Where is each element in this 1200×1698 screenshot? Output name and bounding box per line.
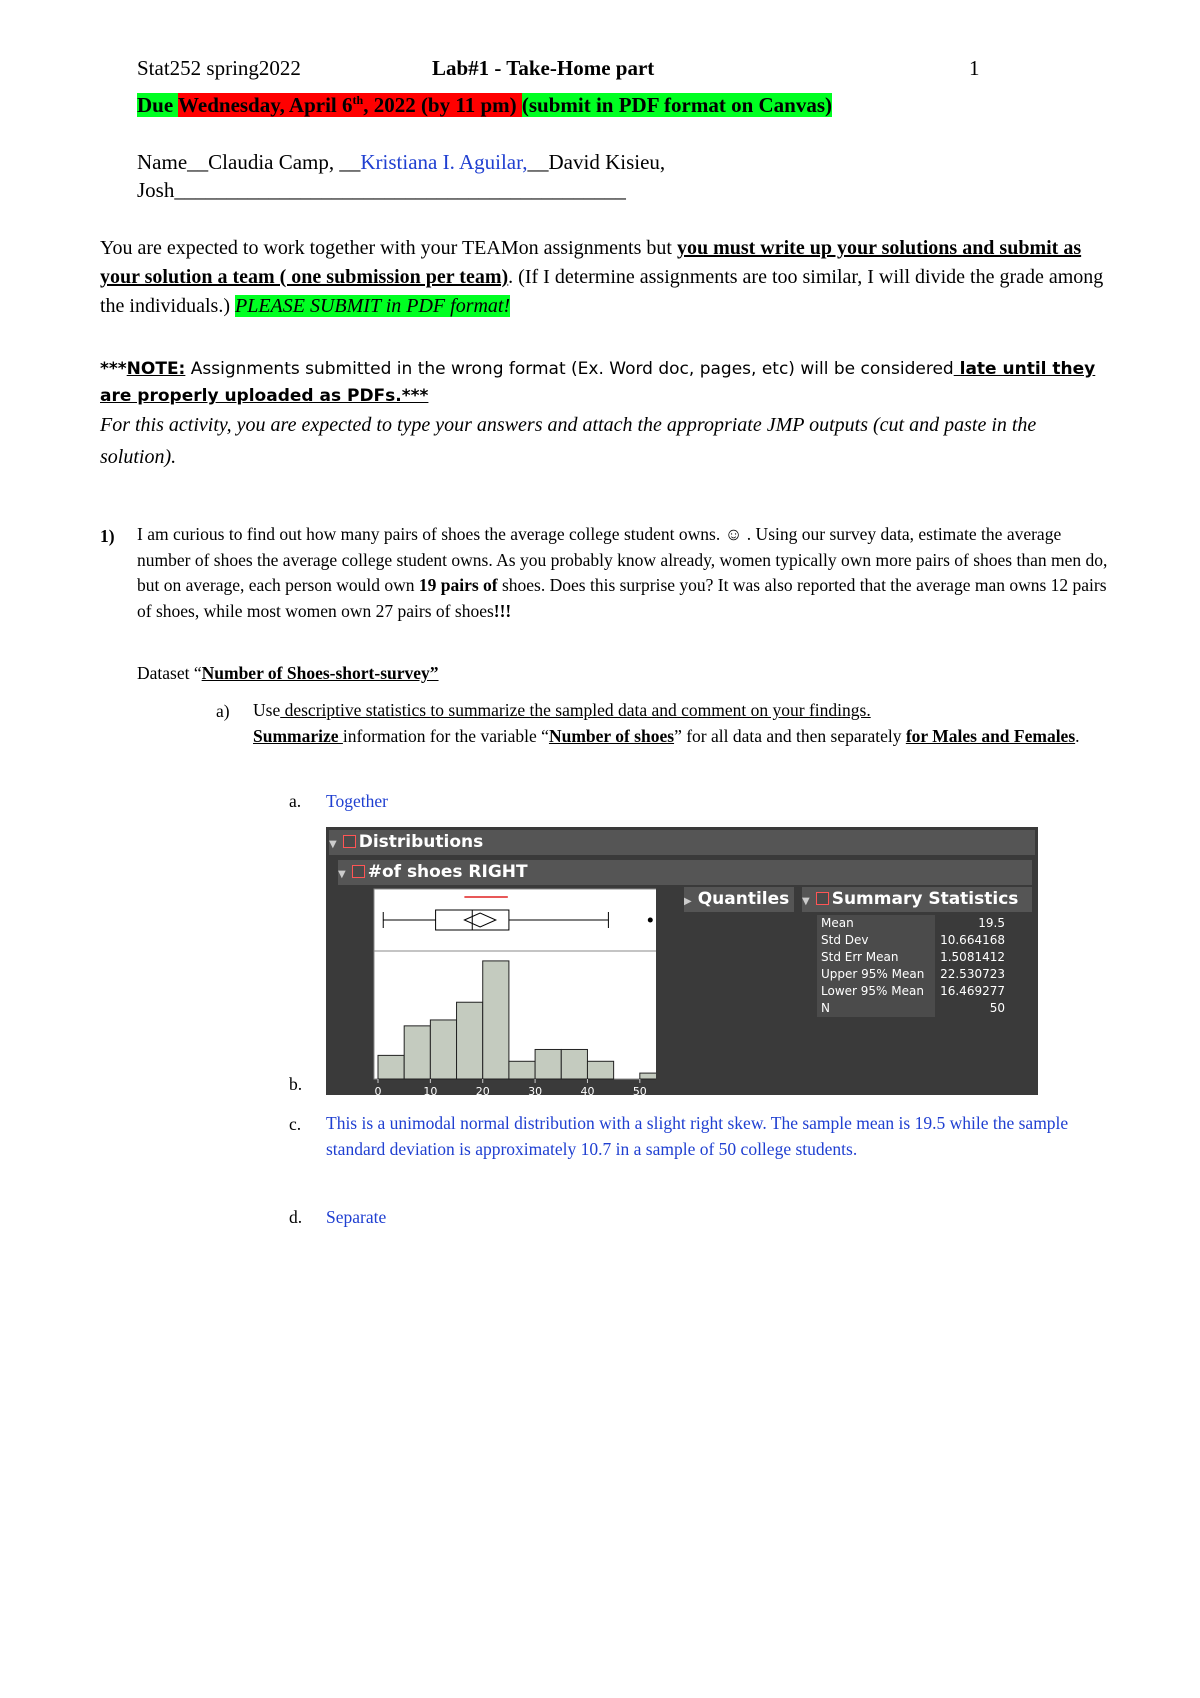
name-line (137, 150, 665, 175)
x-tick-label: 50 (632, 1085, 647, 1098)
histogram-bar (535, 1049, 561, 1079)
page-number: 1 (969, 56, 980, 80)
note-paragraph (100, 356, 1110, 410)
red-triangle-menu-icon[interactable] (816, 892, 829, 905)
histogram-bar (430, 1020, 456, 1079)
x-tick-label: 30 (528, 1085, 543, 1098)
intro-text-bold: you must write up your solutions and submit as your solution a team ( one submission per team) (100, 237, 1082, 288)
part-a-label: a) (216, 701, 230, 721)
part-a-2: descriptive statistics to summarize the sampled data and comment on your findings. (280, 700, 871, 720)
course-label: Stat252 spring2022 (137, 56, 301, 80)
part-a-7: for Males and Females (905, 725, 1076, 746)
stat-label: N (817, 1000, 935, 1017)
part-a-text (253, 698, 1119, 749)
stat-value: 16.469277 (940, 984, 1005, 998)
stat-row (817, 966, 1027, 983)
histogram-bar (483, 961, 509, 1079)
question-number: 1) (100, 526, 115, 546)
item-c-label: c. (289, 1114, 302, 1134)
stat-label: Mean (817, 915, 935, 932)
item-b-label: b. (289, 1074, 303, 1094)
stat-value: 1.5081412 (940, 950, 1005, 964)
quantiles-title: Quantiles (697, 889, 790, 909)
summary-title: Summary Statistics (831, 889, 1019, 909)
part-a-5: Number of shoes (548, 725, 675, 746)
variable-title: #of shoes RIGHT (367, 862, 528, 882)
disclosure-triangle-icon[interactable]: ▼ (338, 869, 346, 880)
stat-value: 10.664168 (940, 933, 1005, 947)
item-d-label: d. (289, 1207, 303, 1227)
intro-text-c: . (If I determine assignments are too similar, I will divide the grade among the individuals.) (100, 266, 1104, 317)
part-a-4: information for the variable “ (342, 725, 549, 746)
histogram-bar (509, 1061, 535, 1079)
x-tick-label: 20 (475, 1085, 490, 1098)
part-a-3: Summarize (253, 725, 343, 746)
q1-text-a: I am curious to find out how many pairs of shoes the average college student owns. ☺ . Using our survey data, estimate the average number of shoes the average college student owns. As you probably know already, women typically own more pairs of shoes than men do, but on average, each person would own (137, 524, 1108, 595)
collapsed-triangle-icon[interactable]: ▶ (684, 896, 692, 907)
stat-label: Std Dev (817, 932, 935, 949)
note-stars: *** (100, 359, 127, 379)
boxplot-outlier (648, 918, 653, 923)
q1-text-e: !!! (493, 600, 512, 621)
due-date (178, 93, 522, 117)
name-label: Name__ (137, 150, 209, 174)
q1-text-d: Does this surprise you? It was also reported that the average man owns 12 pairs of shoes, while most women own 27 pairs of shoes (137, 575, 1107, 621)
part-a-1: Use (253, 700, 281, 720)
stat-value: 22.530723 (940, 967, 1005, 981)
histogram-chart (336, 887, 656, 1107)
due-prefix: Due (137, 93, 179, 117)
disclosure-triangle-icon[interactable]: ▼ (802, 896, 810, 907)
instructions-italic: For this activity, you are expected to type your answers and attach the appropriate JMP outputs (cut and paste in the solution). (100, 414, 1037, 468)
due-submit-note: (submit in PDF format on Canvas) (521, 93, 833, 117)
distributions-header[interactable] (329, 830, 1035, 855)
item-a-text: Together (326, 791, 388, 811)
name-3: __David Kisieu, (527, 150, 666, 174)
note-late: late until they are properly uploaded as PDFs.*** (100, 359, 1096, 406)
stat-row (817, 1000, 1027, 1017)
due-date-a: Wednesday, April 6 (178, 93, 353, 117)
item-d-text: Separate (326, 1207, 387, 1227)
name-line-2: Josh___________________________________________ (137, 178, 626, 202)
stat-label: Upper 95% Mean (817, 966, 935, 983)
x-tick-label: 10 (423, 1085, 438, 1098)
due-line (137, 93, 832, 118)
variable-header[interactable] (338, 860, 1032, 885)
summary-statistics-table (817, 915, 1027, 1017)
name-1: Claudia Camp, __ (208, 150, 361, 174)
lab-title: Lab#1 - Take-Home part (432, 56, 655, 80)
part-a-8: . (1075, 725, 1080, 746)
intro-text-a: You are expected to work together with your TEAMon assignments but (100, 237, 677, 259)
distributions-title: Distributions (358, 832, 484, 852)
q1-text-bold: 19 pairs of (418, 575, 498, 595)
note-label: NOTE: (126, 359, 186, 379)
quantiles-header[interactable] (684, 887, 794, 912)
stat-row (817, 983, 1027, 1000)
summary-statistics-header[interactable] (802, 887, 1032, 912)
histogram-bar (404, 1026, 430, 1079)
jmp-output-panel (326, 827, 1038, 1098)
dataset-line (137, 663, 439, 684)
disclosure-triangle-icon[interactable]: ▼ (329, 839, 337, 850)
dataset-name: Number of Shoes-short-survey” (201, 663, 439, 683)
histogram-bar (640, 1073, 656, 1079)
due-date-sup: th (352, 93, 364, 107)
histogram-bar (587, 1061, 613, 1079)
part-a-6: ” for all data and then separately (674, 725, 906, 746)
red-triangle-menu-icon[interactable] (352, 865, 365, 878)
question-1-text (137, 522, 1117, 624)
stat-row (817, 915, 1027, 932)
q1-text-c: shoes. (497, 575, 546, 595)
histogram-bar (561, 1049, 587, 1079)
x-tick-label: 40 (580, 1085, 595, 1098)
stat-label: Lower 95% Mean (817, 983, 935, 1000)
name-2: Kristiana I. Aguilar, (360, 150, 528, 174)
stat-value: 19.5 (978, 916, 1005, 930)
red-triangle-menu-icon[interactable] (343, 835, 356, 848)
item-c-text: This is a unimodal normal distribution with a slight right skew. The sample mean is 19.5 while the sample standard deviation is approximately 10.7 in a sample of 50 college students. (326, 1113, 1069, 1159)
histogram-bar (378, 1055, 404, 1079)
item-a-label: a. (289, 791, 302, 811)
due-date-b: , 2022 (by 11 pm) (363, 93, 522, 117)
stat-row (817, 949, 1027, 966)
dataset-prefix: Dataset “ (137, 663, 202, 683)
stat-row (817, 932, 1027, 949)
intro-paragraph (100, 234, 1110, 321)
histogram-bar (457, 1002, 483, 1079)
intro-submit-pdf: PLEASE SUBMIT in PDF format! (234, 295, 511, 317)
stat-value: 50 (989, 1001, 1005, 1015)
note-text: Assignments submitted in the wrong format (Ex. Word doc, pages, etc) will be considered (185, 359, 954, 379)
stat-label: Std Err Mean (817, 949, 935, 966)
x-tick-label: 0 (374, 1085, 382, 1098)
